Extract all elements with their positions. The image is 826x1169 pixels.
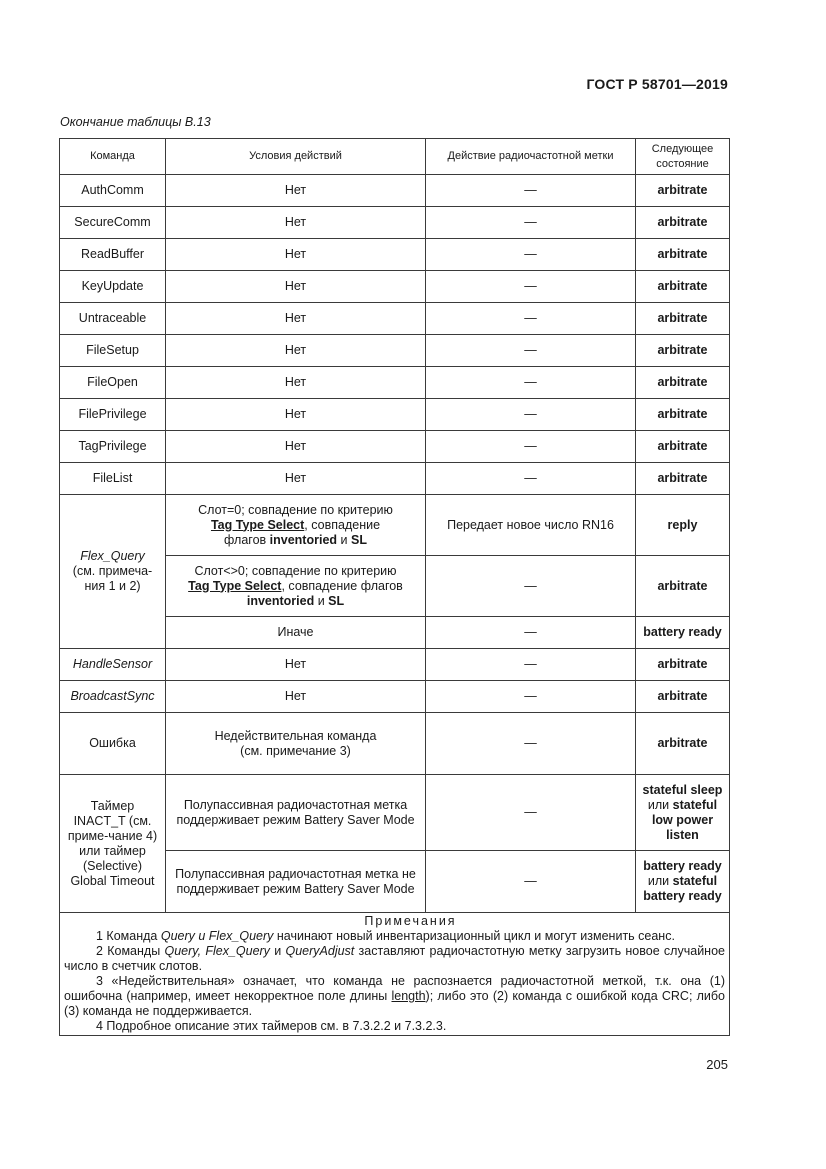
- command-cell: HandleSensor: [60, 649, 166, 681]
- command-name: Flex_Query: [80, 549, 145, 563]
- condition-text: и: [340, 532, 348, 547]
- action-cell: —: [426, 681, 636, 713]
- next-state-cell: [636, 851, 730, 913]
- next-state-cell: arbitrate: [636, 303, 730, 335]
- table-row: [60, 335, 730, 367]
- next-state-cell: arbitrate: [636, 556, 730, 617]
- condition-text: Слот<>0; совпадение по критерию: [194, 563, 397, 578]
- action-cell: —: [426, 399, 636, 431]
- condition-cell: Нет: [166, 649, 426, 681]
- condition-text: , совпадение: [304, 517, 381, 532]
- condition-term: inventoried: [269, 532, 338, 547]
- notes-cell: [60, 913, 730, 1036]
- action-cell: —: [426, 367, 636, 399]
- next-state-cell: [636, 775, 730, 851]
- column-header-next-state: Следующее состояние: [636, 139, 730, 175]
- next-state-cell: arbitrate: [636, 271, 730, 303]
- command-cell: Untraceable: [60, 303, 166, 335]
- command-cell: AuthComm: [60, 175, 166, 207]
- action-cell: —: [426, 851, 636, 913]
- condition-cell: Нет: [166, 175, 426, 207]
- condition-text: (см. примечание 3): [240, 743, 351, 758]
- next-state-term: stateful low power listen: [651, 797, 718, 842]
- column-header-condition: Условия действий: [166, 139, 426, 175]
- table-row: [60, 649, 730, 681]
- table-caption: Окончание таблицы В.13: [60, 115, 211, 129]
- note-text: 2 Команды: [96, 944, 161, 958]
- action-cell: —: [426, 335, 636, 367]
- next-state-cell: arbitrate: [636, 335, 730, 367]
- note-1: [64, 929, 725, 944]
- next-state-text: или: [647, 874, 670, 888]
- condition-term: Tag Type Select: [210, 517, 305, 532]
- note-text: 3 «Недействительная» означает, что команда не распознается радиочастотной меткой, т.к. она (1) ошибочна (например, имеет некорректное поле длины: [64, 974, 725, 1003]
- action-cell: —: [426, 431, 636, 463]
- note-text: заставляют радиочастотную метку загрузить новое случайное число в счетчик слотов.: [64, 944, 725, 973]
- note-term: QueryAdjust: [285, 944, 355, 958]
- standard-number: ГОСТ Р 58701—2019: [586, 76, 728, 92]
- action-cell: Передает новое число RN16: [426, 495, 636, 556]
- note-text: ); либо это (2) команда с ошибкой кода CRC; либо (3) команда не поддерживается.: [64, 989, 726, 1018]
- next-state-cell: battery ready: [636, 617, 730, 649]
- condition-cell: Нет: [166, 367, 426, 399]
- action-cell: —: [426, 617, 636, 649]
- command-note: (см. примеча-ния 1 и 2): [72, 564, 153, 593]
- next-state-text: или: [647, 797, 670, 812]
- note-text: 1 Команда: [96, 929, 158, 943]
- next-state-term: stateful sleep: [642, 782, 723, 797]
- table-row-error: [60, 713, 730, 775]
- action-cell: —: [426, 463, 636, 495]
- table-row: [60, 207, 730, 239]
- action-cell: —: [426, 175, 636, 207]
- condition-text: и: [317, 593, 325, 608]
- table-row: [60, 303, 730, 335]
- table-row: [60, 175, 730, 207]
- table-row: [60, 239, 730, 271]
- next-state-cell: arbitrate: [636, 463, 730, 495]
- condition-cell: Нет: [166, 271, 426, 303]
- command-cell: FileList: [60, 463, 166, 495]
- condition-cell: Нет: [166, 463, 426, 495]
- condition-text: , совпадение флагов: [281, 578, 403, 593]
- command-cell-timer: Таймер INACT_T (см. приме-чание 4) или таймер (Selective) Global Timeout: [60, 775, 166, 913]
- next-state-cell: arbitrate: [636, 649, 730, 681]
- condition-cell: Нет: [166, 681, 426, 713]
- action-cell: —: [426, 303, 636, 335]
- table-row: [60, 431, 730, 463]
- next-state-cell: arbitrate: [636, 713, 730, 775]
- note-text: начинают новый инвентаризационный цикл и могут изменить сеанс.: [276, 929, 675, 943]
- command-cell: ReadBuffer: [60, 239, 166, 271]
- notes-title: Примечания: [364, 914, 457, 928]
- table-row: [60, 367, 730, 399]
- condition-cell: Полупассивная радиочастотная метка не поддерживает режим Battery Saver Mode: [166, 851, 426, 913]
- note-term: Query и Flex_Query: [160, 929, 274, 943]
- next-state-cell: arbitrate: [636, 399, 730, 431]
- command-cell: SecureComm: [60, 207, 166, 239]
- condition-text: Недействительная команда: [214, 728, 377, 743]
- note-4: 4 Подробное описание этих таймеров см. в 7.3.2.2 и 7.3.2.3.: [96, 1019, 447, 1033]
- action-cell: —: [426, 556, 636, 617]
- note-3: [64, 974, 725, 1019]
- condition-cell: Иначе: [166, 617, 426, 649]
- action-cell: —: [426, 207, 636, 239]
- page-number: 205: [706, 1057, 728, 1072]
- note-term: Query, Flex_Query: [164, 944, 270, 958]
- next-state-cell: arbitrate: [636, 207, 730, 239]
- table-row-timer-1: [60, 775, 730, 851]
- condition-cell: Нет: [166, 303, 426, 335]
- command-cell: BroadcastSync: [60, 681, 166, 713]
- command-cell: KeyUpdate: [60, 271, 166, 303]
- next-state-term: battery ready: [643, 859, 722, 873]
- command-cell: Ошибка: [60, 713, 166, 775]
- condition-term: Tag Type Select: [188, 578, 282, 593]
- command-cell: FilePrivilege: [60, 399, 166, 431]
- action-cell: —: [426, 271, 636, 303]
- command-cell: FileSetup: [60, 335, 166, 367]
- condition-term: SL: [350, 532, 367, 547]
- table-row-flex-query-1: [60, 495, 730, 556]
- table-row: [60, 463, 730, 495]
- action-cell: —: [426, 775, 636, 851]
- condition-cell: Полупассивная радиочастотная метка поддерживает режим Battery Saver Mode: [166, 775, 426, 851]
- column-header-action: Действие радиочастотной метки: [426, 139, 636, 175]
- command-cell: TagPrivilege: [60, 431, 166, 463]
- column-header-command: Команда: [60, 139, 166, 175]
- action-cell: —: [426, 649, 636, 681]
- condition-term: SL: [328, 593, 345, 608]
- condition-cell: Нет: [166, 399, 426, 431]
- action-cell: —: [426, 239, 636, 271]
- table-row: [60, 271, 730, 303]
- condition-cell: [166, 556, 426, 617]
- condition-cell: [166, 495, 426, 556]
- command-cell-flex-query: [60, 495, 166, 649]
- next-state-cell: arbitrate: [636, 681, 730, 713]
- condition-term: inventoried: [246, 593, 315, 608]
- next-state-term: stateful battery ready: [643, 874, 722, 903]
- condition-cell: [166, 713, 426, 775]
- condition-cell: Нет: [166, 431, 426, 463]
- table-row: [60, 681, 730, 713]
- table-notes-row: [60, 913, 730, 1036]
- condition-cell: Нет: [166, 207, 426, 239]
- condition-cell: Нет: [166, 239, 426, 271]
- action-cell: —: [426, 713, 636, 775]
- note-term: length: [391, 989, 426, 1003]
- note-2: [64, 944, 725, 974]
- condition-cell: Нет: [166, 335, 426, 367]
- next-state-cell: arbitrate: [636, 367, 730, 399]
- next-state-cell: arbitrate: [636, 175, 730, 207]
- condition-text: Слот=0; совпадение по критерию: [198, 502, 393, 517]
- next-state-cell: arbitrate: [636, 239, 730, 271]
- condition-text: флагов: [224, 532, 267, 547]
- note-text: и: [274, 944, 282, 958]
- command-cell: FileOpen: [60, 367, 166, 399]
- next-state-cell: reply: [636, 495, 730, 556]
- state-transition-table: [59, 138, 730, 1036]
- next-state-cell: arbitrate: [636, 431, 730, 463]
- table-row: [60, 399, 730, 431]
